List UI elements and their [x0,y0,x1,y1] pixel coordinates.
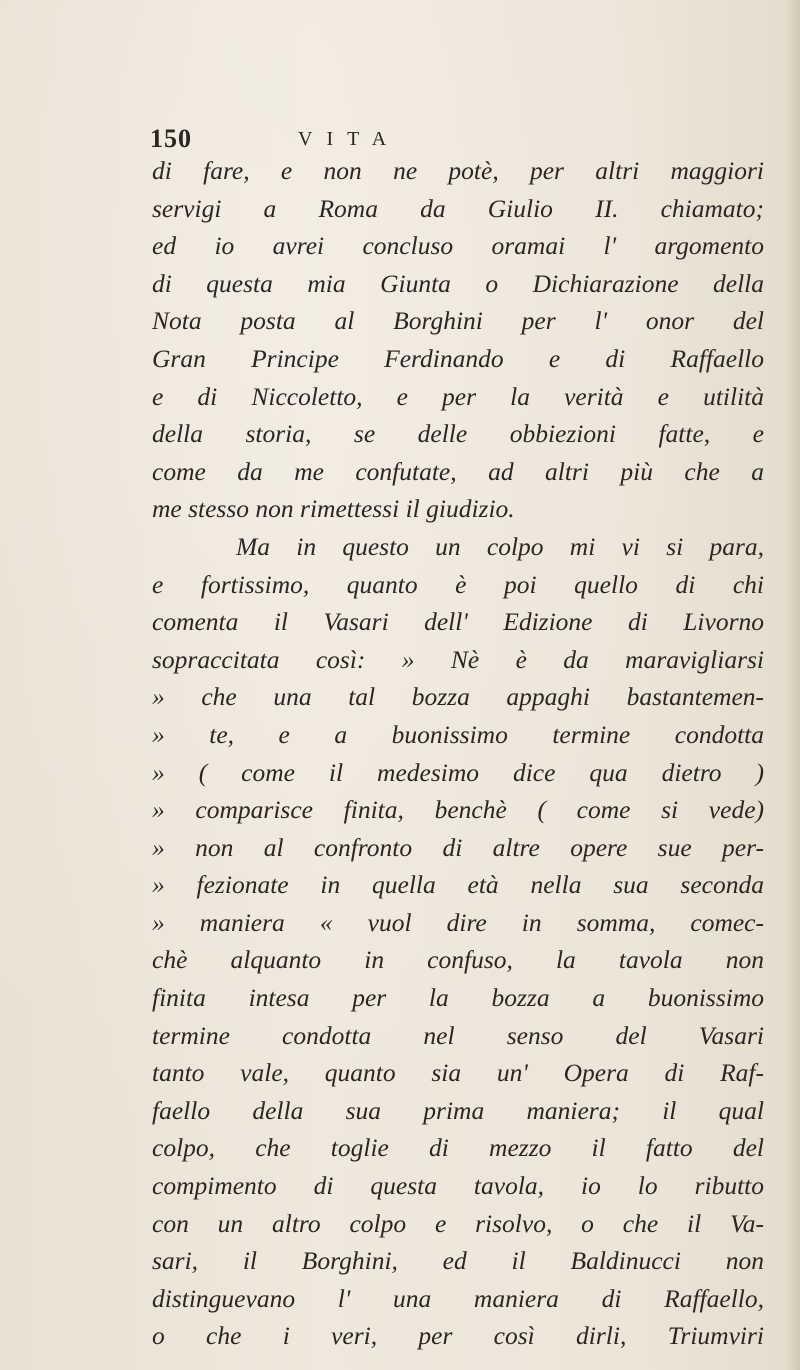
text-line-7: e di Niccoletto, e per la verità e utilità [152,381,764,411]
text-line-31: distinguevano l' una maniera di Raffaello, [152,1283,764,1313]
text-line-17: » ( come il medesimo dice qua dietro ) [152,757,764,787]
text-line-18: » comparisce finita, benchè ( come si vede) [152,795,764,825]
text-line-27: colpo, che toglie di mezzo il fatto del [152,1133,764,1163]
text-line-28: compimento di questa tavola, io lo ributto [152,1171,764,1201]
text-line-5: Nota posta al Borghini per l' onor del [152,306,764,336]
text-line-8: della storia, se delle obbiezioni fatte, e [152,419,764,449]
text-line-20: » fezionate in quella età nella sua seconda [152,870,764,900]
text-line-1: di fare, e non ne potè, per altri maggiori [152,156,764,185]
text-line-24: termine condotta nel senso del Vasari [152,1020,764,1050]
text-line-15: » che una tal bozza appaghi bastantemen- [152,682,764,712]
text-line-25: tanto vale, quanto sia un' Opera di Raf- [152,1058,764,1088]
text-line-32: o che i veri, per così dirli, Triumviri [152,1321,764,1351]
page-edge-shadow [786,0,800,1370]
text-line-3: ed io avrei concluso oramai l' argomento [152,231,764,261]
text-line-2: servigi a Roma da Giulio II. chiamato; [152,193,764,223]
text-line-12: e fortissimo, quanto è poi quello di chi [152,569,764,599]
text-line-9: come da me confutate, ad altri più che a [152,456,764,486]
text-line-10: me stesso non rimettessi il giudizio. [152,494,515,524]
text-line-13: comenta il Vasari dell' Edizione di Livorno [152,607,764,637]
page-number: 150 [150,124,192,153]
text-line-30: sari, il Borghini, ed il Baldinucci non [152,1246,764,1276]
text-line-29: con un altro colpo e risolvo, o che il Va- [152,1208,764,1238]
body-text [152,152,764,1355]
text-line-6: Gran Principe Ferdinando e di Raffaello [152,343,764,373]
running-head: VITA [298,128,401,150]
text-line-19: » non al confronto di altre opere sue per- [152,832,764,862]
text-line-16: » te, e a buonissimo termine condotta [152,719,764,749]
text-line-26: faello della sua prima maniera; il qual [152,1095,764,1125]
text-line-23: finita intesa per la bozza a buonissimo [152,983,764,1013]
text-line-4: di questa mia Giunta o Dichiarazione della [152,268,764,298]
text-line-14: sopraccitata così: » Nè è da maravigliarsi [152,644,764,674]
text-line-22: chè alquanto in confuso, la tavola non [152,945,764,975]
text-line-11: Ma in questo un colpo mi vi si para, [236,531,764,561]
text-line-21: » maniera « vuol dire in somma, comec- [152,907,764,937]
